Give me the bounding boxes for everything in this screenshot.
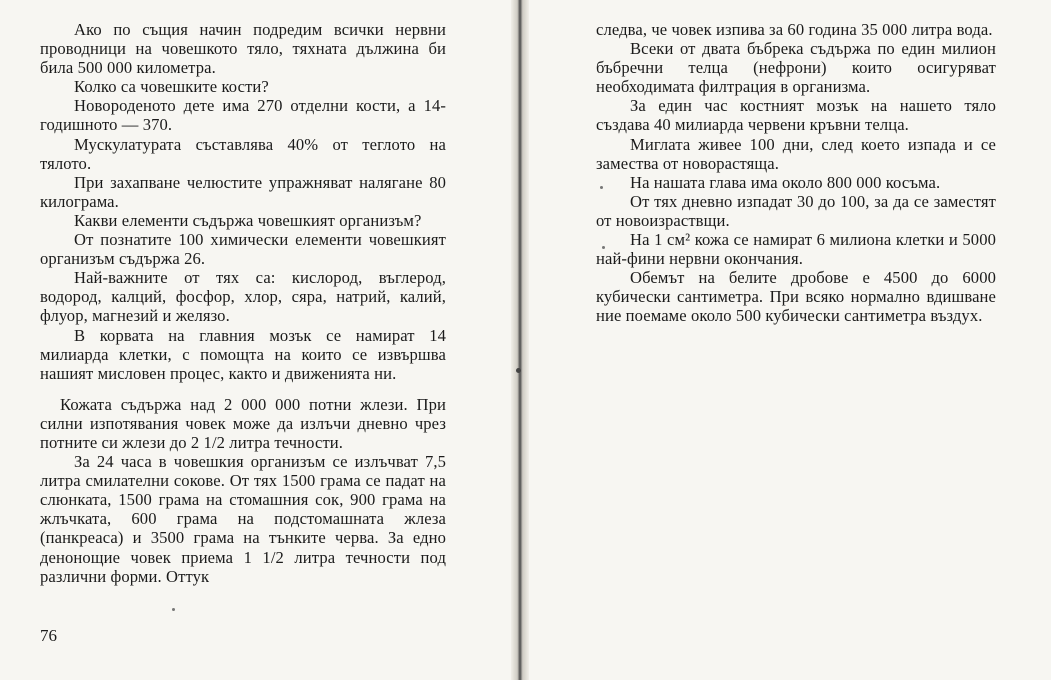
- book-gutter: [511, 0, 529, 680]
- paragraph-sweat-glands: Кожата съдържа над 2 000 000 потни жлези. При силни изпотявания човек може да излъчи дневно чрез потните си жлези до 2 1/2 литра течности.: [40, 394, 446, 452]
- paragraph-bone-marrow: За един час костният мозък на нашето тяло създава 40 милиарда червени кръвни телца.: [596, 96, 996, 135]
- print-speck: [172, 608, 175, 611]
- question-elements: Какви елементи съдържа човешкият организъм?: [74, 210, 422, 230]
- paragraph-nerve-length: Ако по същия начин подредим всички нервни проводници на човешкото тяло, тяхната дължина би била 500 000 километра.: [40, 20, 446, 78]
- paragraph-eyelash: Миглата живее 100 дни, след което изпада и се замества от новорастяща.: [596, 134, 996, 173]
- paragraph-digestive-juices: За 24 часа в човешкия организъм се излъчват 7,5 литра смилателни сокове. От тях 1500 грама се падат на слюнката, 1500 грама на стомашния сок, 900 грама на жлъчката, 600 грама на подстомашната жлеза (панкреаса) и 3500 грама на тънките черва. За едно денонощие човек приема 1 1/2 литра течности под различни форми. Оттук: [40, 452, 446, 586]
- print-speck: [516, 368, 521, 373]
- paragraph-skin-cells: На 1 см² кожа се намират 6 милиона клетки и 5000 най-фини нервни окончания.: [596, 230, 996, 269]
- paragraph-important-elements: Най-важните от тях са: кислород, въглерод, водород, калций, фосфор, хлор, сяра, натрий, калий, флуор, магнезий и желязо.: [40, 268, 446, 326]
- paragraph-lung-volume: Обемът на белите дробове е 4500 до 6000 кубически сантиметра. При всяко нормално вдишване ние поемаме около 500 кубически сантиметра въздух.: [596, 268, 996, 326]
- right-page-text: [596, 20, 996, 326]
- paragraph-muscles: Мускулатурата съставлява 40% от теглото на тялото.: [40, 134, 446, 173]
- print-speck: [602, 246, 605, 249]
- page-number: 76: [40, 626, 57, 645]
- paragraph-bones-count: Новороденото дете има 270 отделни кости, а 14-годишното — 370.: [40, 96, 446, 135]
- question-bones: Колко са човешките кости?: [74, 77, 269, 97]
- paragraph-brain-cells: В корвата на главния мозък се намират 14 милиарда клетки, с помощта на които се извършва нашият мисловен процес, както и движенията ни.: [40, 325, 446, 383]
- left-page-text: [40, 20, 446, 586]
- paragraph-elements-count: От познатите 100 химически елементи човешкият организъм съдържа 26.: [40, 230, 446, 269]
- paragraph-hair-count: На нашата глава има около 800 000 косъма.: [630, 172, 941, 192]
- paragraph-jaw-pressure: При захапване челюстите упражняват налягане 80 килограма.: [40, 172, 446, 211]
- paragraph-water-intake: следва, че човек изпива за 60 година 35 000 литра вода.: [596, 20, 993, 39]
- print-speck: [600, 186, 603, 189]
- paragraph-kidneys: Всеки от двата бъбрека съдържа по един милион бъбречни телца (нефрони) които осигуряват необходимата филтрация в организма.: [596, 39, 996, 97]
- paragraph-hair-loss: От тях дневно изпадат 30 до 100, за да се заместят от новоизраствщи.: [596, 191, 996, 230]
